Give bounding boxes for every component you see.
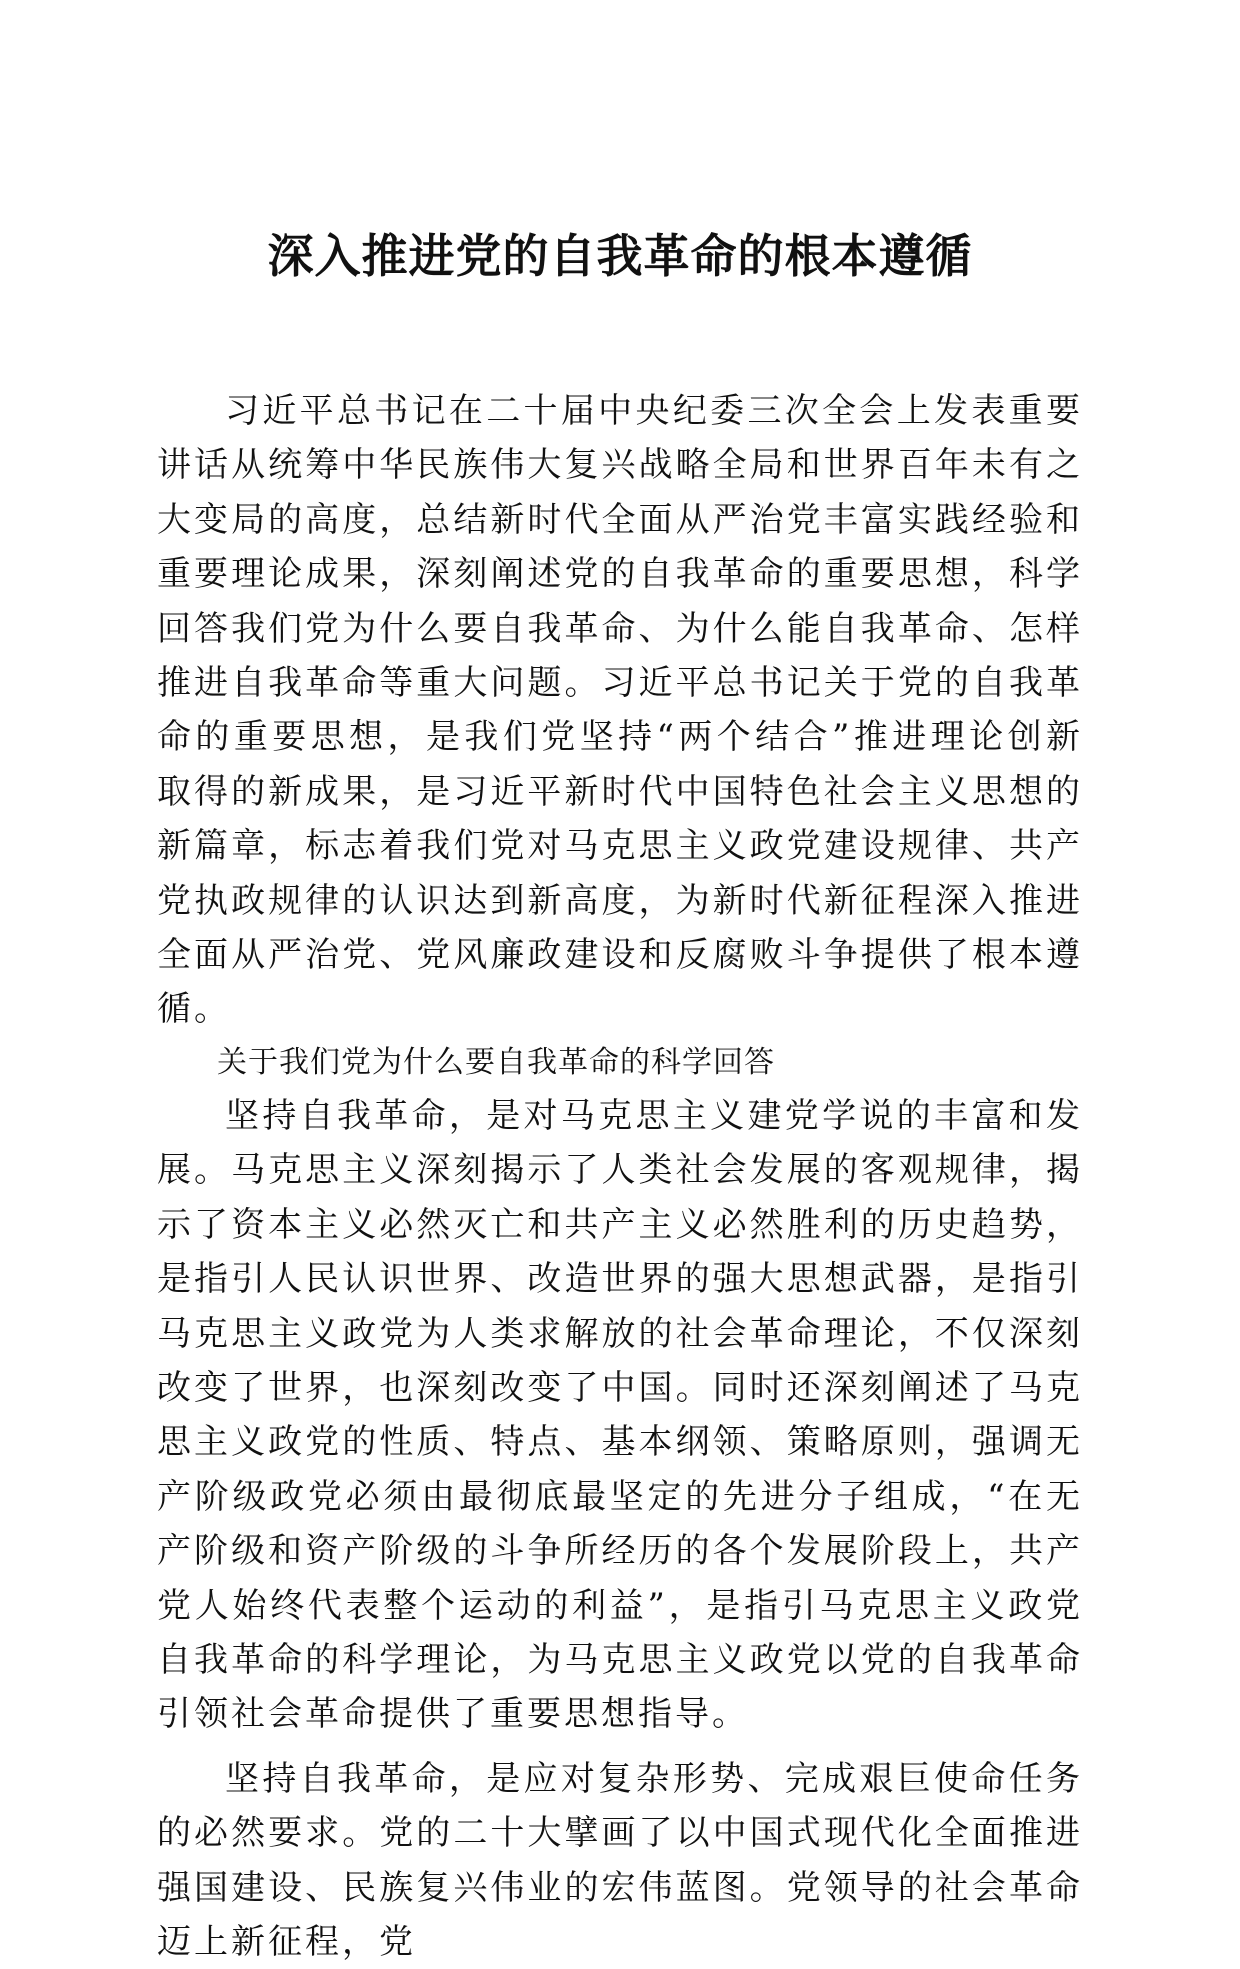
section-heading: 关于我们党为什么要自我革命的科学回答 bbox=[217, 1044, 775, 1080]
intro-paragraph: 习近平总书记在二十届中央纪委三次全会上发表重要讲话从统筹中华民族伟大复兴战略全局和世界百年未有之大变局的高度，总结新时代全面从严治党丰富实践经验和重要理论成果，深刻阐述党的自我革命的重要思想，科学回答我们党为什么要自我革命、为什么能自我革命、怎样推进自我革命等重大问题。习近平总书记关于党的自我革命的重要思想，是我们党坚持“两个结合”推进理论创新取得的新成果，是习近平新时代中国特色社会主义思想的新篇章，标志着我们党对马克思主义政党建设规律、共产党执政规律的认识达到新高度，为新时代新征程深入推进全面从严治党、党风廉政建设和反腐败斗争提供了根本遵循。 bbox=[157, 391, 1083, 1030]
section-paragraph-1: 坚持自我革命，是对马克思主义建党学说的丰富和发展。马克思主义深刻揭示了人类社会发展的客观规律，揭示了资本主义必然灭亡和共产主义必然胜利的历史趋势，是指引人民认识世界、改造世界的强大思想武器，是指引马克思主义政党为人类求解放的社会革命理论，不仅深刻改变了世界，也深刻改变了中国。同时还深刻阐述了马克思主义政党的性质、特点、基本纲领、策略原则，强调无产阶级政党必须由最彻底最坚定的先进分子组成，“在无产阶级和资产阶级的斗争所经历的各个发展阶段上，共产党人始终代表整个运动的利益”，是指引马克思主义政党自我革命的科学理论，为马克思主义政党以党的自我革命引领社会革命提供了重要思想指导。 bbox=[157, 1095, 1083, 1735]
section-paragraph-2: 坚持自我革命，是应对复杂形势、完成艰巨使命任务的必然要求。党的二十大擘画了以中国式现代化全面推进强国建设、民族复兴伟业的宏伟蓝图。党领导的社会革命迈上新征程，党 bbox=[157, 1758, 1083, 1962]
document-title: 深入推进党的自我革命的根本遵循 bbox=[267, 229, 973, 283]
document-body bbox=[157, 384, 1083, 1969]
